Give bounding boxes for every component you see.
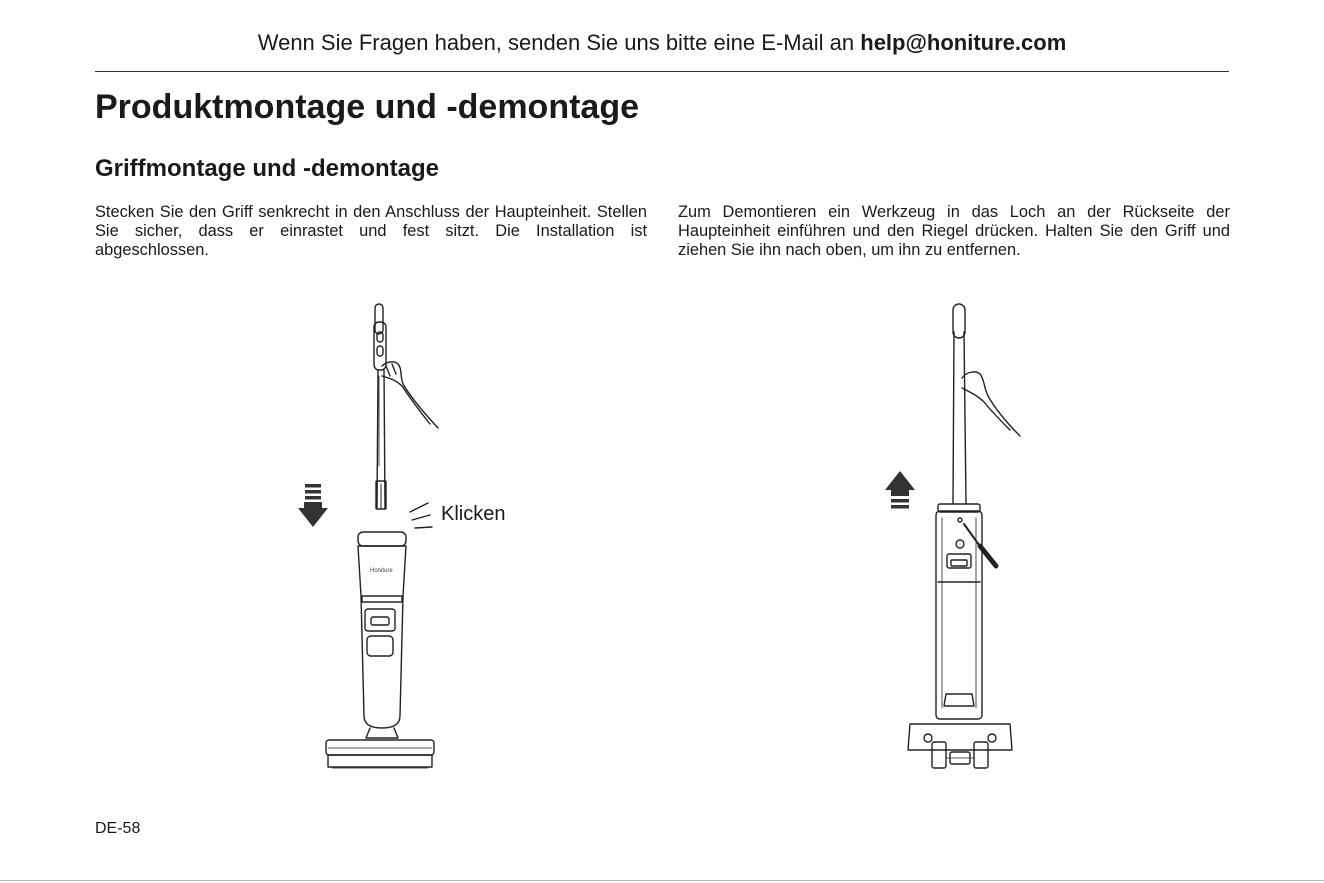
hand: [962, 372, 1020, 436]
handle: [953, 304, 966, 503]
section-title: Griffmontage und -demontage: [95, 155, 439, 182]
click-lines: [410, 503, 432, 528]
handle: [374, 304, 386, 509]
floor-head: [326, 740, 434, 768]
mount-instructions: Stecken Sie den Griff senkrecht in den Anschluss der Haupteinheit. Stellen Sie sicher, dass er einrastet und fest sitzt. Die Installation ist abgeschlossen.: [95, 203, 647, 259]
hand: [382, 362, 438, 428]
main-unit: [936, 504, 982, 719]
page-bottom-edge: [0, 880, 1324, 881]
arrow-up-icon: [885, 471, 915, 509]
main-unit: [358, 532, 406, 738]
support-email: help@honiture.com: [860, 30, 1067, 55]
svg-text:Honiture: Honiture: [370, 568, 393, 574]
page-title: Produktmontage und -demontage: [95, 88, 639, 126]
page-header: [95, 30, 1229, 56]
dismount-instructions: Zum Demontieren ein Werkzeug in das Loch an der Rückseite der Haupteinheit einführen und den Riegel drücken. Halten Sie den Griff und ziehen Sie ihn nach oben, um ihn zu entfernen.: [678, 203, 1230, 259]
header-text: Wenn Sie Fragen haben, senden Sie uns bitte eine E-Mail an: [257, 30, 861, 55]
tool: [964, 524, 996, 566]
floor-head: [908, 724, 1012, 768]
page-number: DE-58: [95, 820, 141, 837]
dismount-illustration: [880, 298, 1040, 778]
click-callout: Klicken: [441, 503, 506, 525]
mount-illustration: [290, 296, 470, 776]
header-divider: [95, 71, 1229, 72]
arrow-down-icon: [298, 484, 328, 527]
